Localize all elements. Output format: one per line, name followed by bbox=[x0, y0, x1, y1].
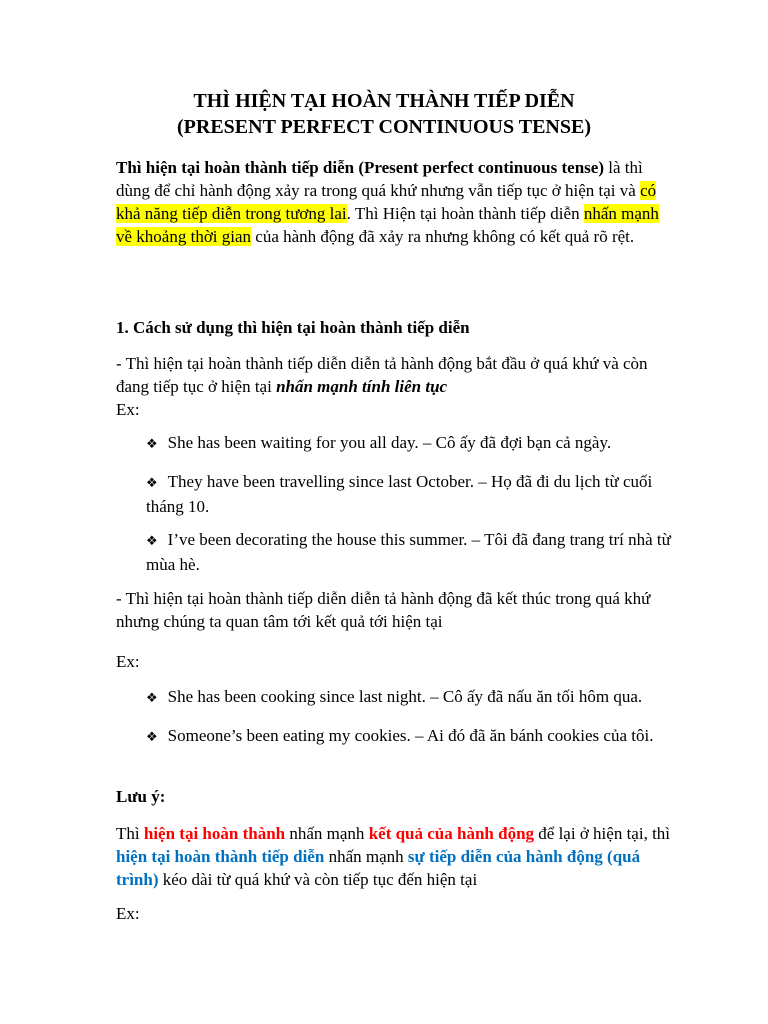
note-text-3: để lại ở hiện tại, thì bbox=[534, 824, 671, 843]
diamond-bullet-icon: ❖ bbox=[146, 534, 158, 549]
note-text-2: nhấn mạnh bbox=[285, 824, 369, 843]
note-red-1: hiện tại hoàn thành bbox=[143, 824, 286, 843]
example-label-1: Ex: bbox=[116, 400, 140, 419]
title-line-2: (PRESENT PERFECT CONTINUOUS TENSE) bbox=[177, 116, 591, 138]
example-text: They have been travelling since last October. – Họ đã đi du lịch từ cuối tháng 10. bbox=[146, 472, 653, 516]
example-item bbox=[146, 724, 671, 749]
example-text: I’ve been decorating the house this summer. – Tôi đã đang trang trí nhà từ mùa hè. bbox=[146, 530, 671, 574]
example-text: Someone’s been eating my cookies. – Ai đó đã ăn bánh cookies của tôi. bbox=[167, 726, 654, 745]
intro-highlight-1: có khả năng tiếp diễn trong tương lai bbox=[116, 181, 657, 223]
intro-paragraph bbox=[116, 156, 676, 248]
example-label-2: Ex: bbox=[116, 652, 140, 671]
usage-1-emphasis: nhấn mạnh tính liên tục bbox=[276, 377, 448, 396]
note-text-4: nhấn mạnh bbox=[324, 847, 408, 866]
intro-text-3: của hành động đã xảy ra nhưng không có kết quả rõ rệt. bbox=[251, 227, 635, 246]
note-heading bbox=[116, 785, 676, 808]
intro-bold: Thì hiện tại hoàn thành tiếp diễn (Present perfect continuous tense) bbox=[116, 158, 604, 177]
diamond-bullet-icon: ❖ bbox=[146, 437, 158, 452]
intro-text-2: . Thì Hiện tại hoàn thành tiếp diễn bbox=[346, 204, 584, 223]
example-item bbox=[146, 470, 671, 518]
diamond-bullet-icon: ❖ bbox=[146, 476, 158, 491]
usage-1-text: - Thì hiện tại hoàn thành tiếp diễn diễn tả hành động bắt đầu ở quá khứ và còn đang tiếp tục ở hiện tại bbox=[116, 354, 648, 396]
usage-2-paragraph: - Thì hiện tại hoàn thành tiếp diễn diễn tả hành động đã kết thúc trong quá khứ nhưng chúng ta quan tâm tới kết quả tới hiện tại bbox=[116, 589, 651, 631]
intro-text-1: là thì dùng để chỉ hành động xảy ra trong quá khứ nhưng vẫn tiếp tục ở hiện tại và bbox=[116, 158, 643, 200]
diamond-bullet-icon: ❖ bbox=[146, 691, 158, 706]
example-text: She has been cooking since last night. – Cô ấy đã nấu ăn tối hôm qua. bbox=[167, 687, 643, 706]
note-paragraph bbox=[116, 822, 676, 891]
usage-1-paragraph bbox=[116, 352, 676, 398]
title-line-1: THÌ HIỆN TẠI HOÀN THÀNH TIẾP DIỄN bbox=[193, 90, 575, 112]
note-heading-text: Lưu ý: bbox=[116, 787, 166, 806]
note-blue-2: sự tiếp diễn của hành động (quá trình) bbox=[116, 847, 641, 889]
example-item bbox=[146, 685, 671, 710]
intro-highlight-2: nhấn mạnh về khoảng thời gian bbox=[116, 204, 659, 246]
note-text-1: Thì bbox=[116, 824, 144, 843]
note-example-label: Ex: bbox=[116, 904, 140, 923]
example-text: She has been waiting for you all day. – Cô ấy đã đợi bạn cả ngày. bbox=[167, 433, 612, 452]
note-red-2: kết quả của hành động bbox=[368, 824, 535, 843]
example-item bbox=[146, 431, 671, 456]
section-1-heading-text: 1. Cách sử dụng thì hiện tại hoàn thành tiếp diễn bbox=[116, 318, 470, 337]
section-1-heading bbox=[116, 316, 676, 339]
note-blue-1: hiện tại hoàn thành tiếp diễn bbox=[116, 847, 325, 866]
example-item bbox=[146, 528, 671, 576]
note-text-5: kéo dài từ quá khứ và còn tiếp tục đến hiện tại bbox=[158, 870, 478, 889]
diamond-bullet-icon: ❖ bbox=[146, 730, 158, 745]
